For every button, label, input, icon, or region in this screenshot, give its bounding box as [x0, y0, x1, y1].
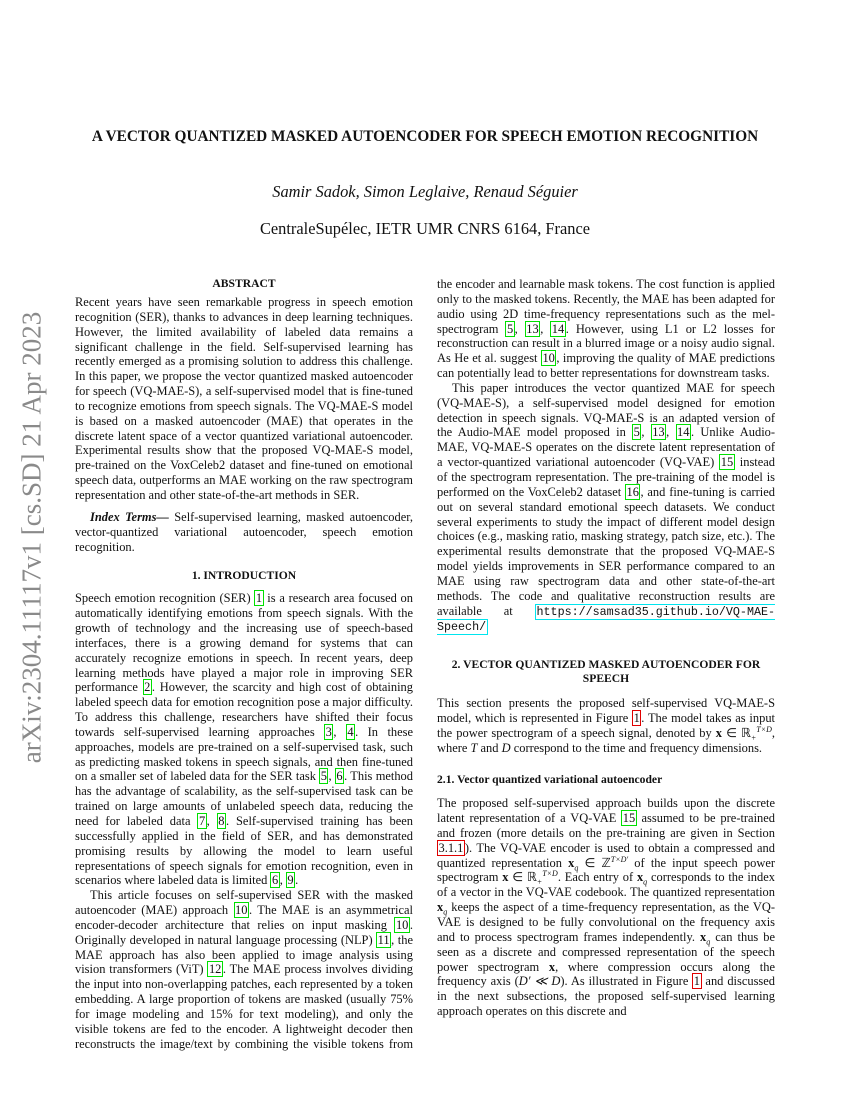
math-vector: x: [715, 725, 723, 740]
paragraph: This article focuses on self-supervised SER with the masked autoencoder (MAE) approach 10 . The MAE is an asymmetrical encoder-decoder architecture that relies on input masking 10 . Originally developed in natural language processing (NLP) 11 , the MAE approach has also been applied to image analysis using vision transformers (ViT) 12 . The MAE process involves dividing the input into non-overlapping patches, each represented by a token embedding. A large proportion of tokens are masked (usually 75% for image modeling and 15% for text modeling), and only the visible tokens are fed to the encoder. A lightweight decoder then reconstructs the image/text by combining the visible tokens from: [75, 888, 413, 1051]
citation-link[interactable]: 15: [720, 455, 734, 470]
paragraph: This section presents the proposed self-supervised VQ-MAE-S model, which is represented in Figure 1 . The model takes as input the power spectrogram of a speech signal, denoted by x ∈ ℝ$_+^{T\times D}$, where T and D correspond to the time and frequency dimensions.: [437, 696, 775, 755]
section2-body: [437, 696, 775, 755]
math-vector: x: [502, 870, 509, 885]
left-column: [75, 277, 413, 1052]
citation-link[interactable]: 14: [551, 321, 565, 336]
paragraph: the encoder and learnable mask tokens. The cost function is applied only to the masked tokens. Recently, the MAE has been adapted for audio using 2D time-frequency representations such as the mel-spectrogram 5 , 13 , 14 . However, using L1 or L2 losses for reconstruction can result in a blurred image or a noisy audio signal. As He et al. suggest 10 , improving the quality of MAE predictions can potentially lead to better representations for downstream tasks.: [437, 277, 776, 381]
project-url-link[interactable]: https://samsad35.github.io/VQ-MAE-Speech/: [437, 604, 775, 635]
citation-link[interactable]: 13: [526, 321, 539, 336]
citation-link[interactable]: 13: [652, 425, 665, 440]
citation-link[interactable]: 6: [271, 873, 279, 888]
section21-body: [437, 796, 775, 1019]
intro-body-left: [75, 591, 413, 1051]
paper-title: A VECTOR QUANTIZED MASKED AUTOENCODER FOR SPEECH EMOTION RECOGNITION: [91, 128, 759, 145]
math-vector: x: [568, 855, 575, 870]
citation-link[interactable]: 12: [208, 962, 222, 977]
math-vector: x: [636, 870, 644, 885]
authors: Samir Sadok, Simon Leglaive, Renaud Séguier: [272, 182, 578, 201]
index-terms-label: Index Terms—: [90, 509, 169, 524]
section21-heading: 2.1. Vector quantized variational autoencoder: [437, 773, 663, 787]
citation-link[interactable]: 1: [255, 591, 263, 606]
math-subscript: q: [643, 877, 648, 887]
index-terms: [75, 510, 413, 555]
citation-link[interactable]: 15: [622, 811, 636, 826]
intro-heading: 1. INTRODUCTION: [191, 569, 297, 583]
math-symbol: D′ ≪ D: [518, 974, 561, 989]
math-subscript: q: [574, 863, 579, 873]
index-terms-text: Self-supervised learning, masked autoencoder, vector-quantized variational autoencoder, speech emotion recognition.: [75, 509, 414, 554]
citation-link[interactable]: 16: [626, 484, 639, 499]
paragraph: Recent years have seen remarkable progress in speech emotion recognition (SER), thanks to advances in deep learning techniques. However, the limited availability of labeled data remains a significant challenge in the field. Self-supervised learning has recently emerged as a promising solution to address this challenge. In this paper, we propose the vector quantized masked autoencoder for speech (VQ-MAE-S), a self-supervised model that is fine-tuned to recognize emotions from speech signals. The VQ-MAE-S model is based on a masked autoencoder (MAE) that operates in the discrete latent space of a vector quantized variational autoencoder. Experimental results show that the proposed VQ-MAE-S model, pre-trained on the VoxCeleb2 dataset and fine-tuned on emotional speech data, outperforms an MAE working on the raw spectrogram representation and other state-of-the-art methods in SER.: [75, 295, 413, 502]
right-column-bottom: [437, 658, 775, 1019]
citation-link[interactable]: 9: [287, 873, 294, 888]
arxiv-stamp: arXiv:2304.11117v1 [cs.SD] 21 Apr 2023: [16, 311, 47, 764]
citation-link[interactable]: 4: [347, 724, 354, 739]
citation-link[interactable]: 8: [218, 814, 225, 828]
citation-link[interactable]: 14: [677, 425, 690, 440]
citation-link[interactable]: 5: [320, 769, 327, 784]
paragraph: This paper introduces the vector quantized MAE for speech (VQ-MAE-S), a self-supervised model designed for emotion detection in speech signals. VQ-MAE-S is an adapted version of the Audio-MAE model proposed in 5 , 13 , 14 . Unlike Audio-MAE, VQ-MAE-S operates on the discrete latent representation of a vector-quantized variational autoencoder (VQ-VAE) 15 instead of the spectrogram representation. The pre-training of the model is performed on the VoxCeleb2 dataset 16 , and fine-tuning is carried out on several standard emotional speech datasets. We conduct several experiments to study the impact of different model design choices (e.g., masking ratio, masking strategy, patch size, etc.). The experimental results demonstrate that the proposed VQ-MAE-S model yields improvements in SER performance compared to an MAE using raw spectrogram data and other state-of-the-art methods. The code and qualitative reconstruction results are available at https://samsad35.github.io/VQ-MAE-Speech/: [437, 380, 776, 635]
abstract-body: [75, 295, 413, 503]
cross-reference-link[interactable]: 3.1.1: [438, 840, 464, 855]
math-subscript: +: [536, 877, 543, 887]
math-symbol: D: [501, 740, 511, 755]
math-vector: x: [548, 959, 556, 974]
cross-reference-link[interactable]: 1: [693, 974, 700, 989]
math-subscript: q: [443, 907, 448, 917]
citation-link[interactable]: 3: [325, 724, 332, 739]
citation-link[interactable]: 2: [144, 680, 151, 695]
math-subscript: +: [750, 733, 757, 743]
paragraph: The proposed self-supervised approach builds upon the discrete latent representation of a VQ-VAE 15 assumed to be pre-trained and frozen (more details on the pre-training are given in Section 3.1.1 ). The VQ-VAE encoder is used to obtain a compressed and quantized representation $x_q$ ∈ ℤ$^{T\times D'}$ of the input speech power spectrogram x ∈ ℝ$_+^{T\times D}$. Each entry of $x_q$ corresponds to the index of a vector in the VQ-VAE codebook. The quantized representation $x_q$ keeps the aspect of a time-frequency representation, as the VQ-VAE is designed to be fully convolutional on the frequency axis and to process spectrogram frames independently. $x_q$ can thus be seen as a discrete and compressed representation of the speech power spectrogram x, where compression occurs along the frequency axis (D′ ≪ D). As illustrated in Figure 1 and discussed in the next subsections, the proposed self-supervised learning approach operates on this discrete and: [437, 796, 775, 1019]
math-superscript: T×D: [756, 724, 772, 734]
affiliation: CentraleSupélec, IETR UMR CNRS 6164, France: [259, 219, 591, 238]
intro-body-right: [437, 277, 775, 635]
math-superscript: T×D′: [610, 854, 629, 864]
cross-reference-link[interactable]: 1: [633, 710, 640, 725]
citation-link[interactable]: 10: [395, 917, 409, 932]
paragraph: Speech emotion recognition (SER) 1 is a research area focused on automatically identifying emotions from speech signals. With the growth of technology and the increasing use of speech-based interfaces, there is a growing demand for systems that can accurately recognize emotions in speech. In recent years, deep learning methods have played a major role in improving SER performance 2 . However, the scarcity and high cost of obtaining labeled speech data for emotion recognition pose a major difficulty. To address this challenge, researchers have shifted their focus towards self-supervised learning approaches 3 , 4 . In these approaches, models are pre-trained on a self-supervised task, such as predicting masked tokens in speech signals, and then fine-tuned on a smaller set of labeled data for the SER task 5 , 6 . This method has the advantage of scalability, as the self-supervised task can be trained on large amounts of unlabeled speech data, reducing the need for labeled data 7 , 8 . Self-supervised training has been successfully applied in the field of SER, and has demonstrated promising results by allowing the model to learn useful representations of speech signals for emotion recognition, even in scenarios where labeled data is limited 6 , 9 .: [75, 591, 414, 888]
right-column-top: [437, 277, 775, 635]
math-vector: x: [437, 900, 444, 915]
citation-link[interactable]: 5: [506, 321, 514, 336]
citation-link[interactable]: 5: [633, 425, 640, 440]
citation-link[interactable]: 10: [542, 351, 555, 366]
section2-heading: 2. VECTOR QUANTIZED MASKED AUTOENCODER FOR SPEECH: [451, 658, 761, 685]
citation-link[interactable]: 6: [336, 769, 343, 784]
abstract-heading: ABSTRACT: [212, 277, 276, 290]
citation-link[interactable]: 7: [198, 814, 206, 828]
math-symbol: T: [470, 740, 478, 755]
citation-link[interactable]: 11: [377, 932, 390, 947]
citation-link[interactable]: 10: [235, 903, 248, 918]
math-superscript: T×D: [542, 869, 558, 879]
math-vector: x: [700, 929, 707, 944]
math-subscript: q: [706, 937, 711, 947]
